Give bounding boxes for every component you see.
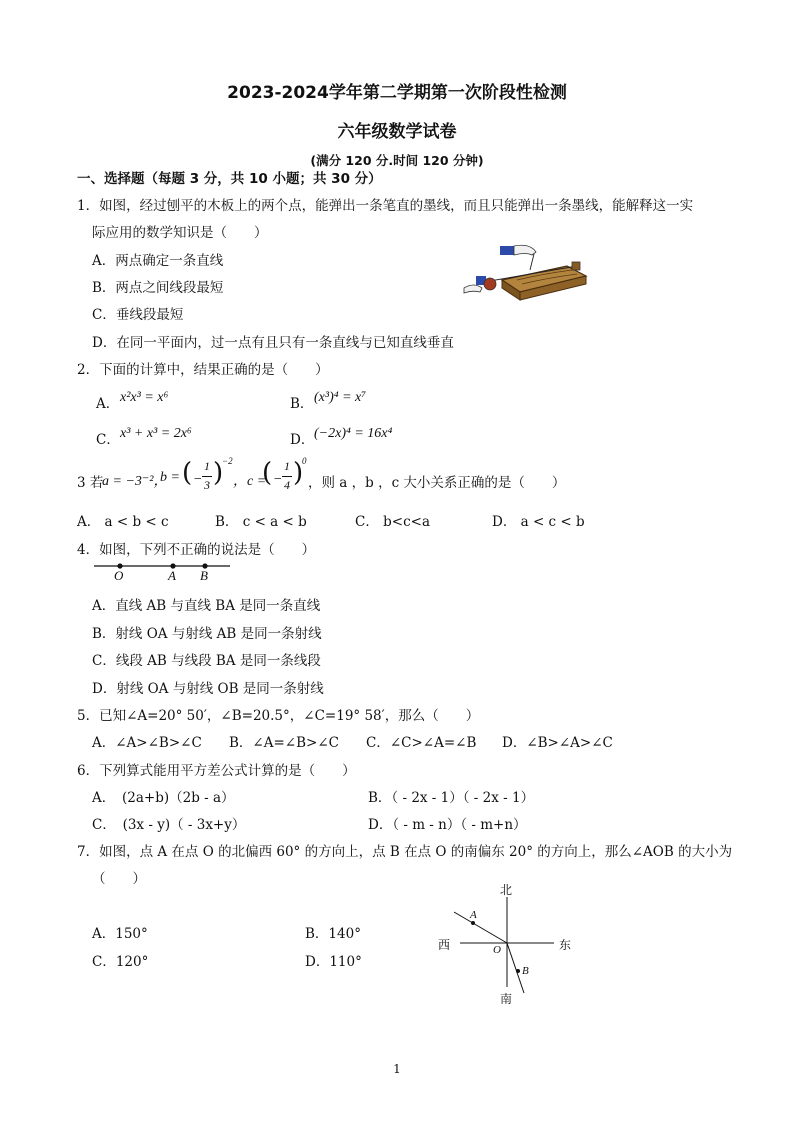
q3-c-left-paren: (	[262, 458, 273, 488]
q3-b-minus: −	[193, 472, 203, 487]
q2-option-a-expr: x²x³ = x⁶	[120, 390, 169, 405]
q3-c-frac-den: 4	[284, 478, 290, 492]
q7-stem-line1: 7．如图，点 A 在点 O 的北偏西 60° 的方向上，点 B 在点 O 的南偏东 20° 的方向上，那么∠AOB 的大小为	[77, 844, 733, 860]
compass-south-label: 南	[500, 992, 513, 1006]
q4-option-d: D．射线 OA 与射线 OB 是同一条射线	[92, 681, 324, 697]
q1-option-b: B．两点之间线段最短	[92, 280, 224, 296]
q2-option-b-expr: (x³)⁴ = x⁷	[314, 390, 367, 405]
compass-north-label: 北	[500, 883, 513, 897]
plank-ink-line-figure	[462, 240, 592, 305]
exam-meta: (满分 120 分.时间 120 分钟)	[310, 153, 484, 168]
q6-option-a: A． (2a+b)（2b - a）	[92, 790, 235, 806]
q2-option-d-label: D．	[290, 432, 315, 448]
q5-option-c: C．∠C>∠A=∠B	[366, 735, 477, 751]
q6-option-b: B．（ - 2x - 1）（ - 2x - 1）	[368, 790, 535, 806]
compass-origin-label: O	[493, 944, 501, 956]
q7-option-d: D．110°	[305, 954, 362, 970]
q3-c-exponent: 0	[302, 456, 307, 466]
q4-option-a: A．直线 AB 与直线 BA 是同一条直线	[92, 598, 321, 614]
q3-b-frac-bar	[202, 476, 212, 477]
q3-b-exponent: −2	[222, 456, 233, 466]
q3-c-right-paren: )	[293, 458, 304, 488]
q3-b-right-paren: )	[213, 458, 224, 488]
page-number: 1	[393, 1062, 401, 1076]
q3-c-frac-num: 1	[284, 459, 290, 473]
q2-stem: 2．下面的计算中，结果正确的是（ ）	[77, 362, 329, 378]
q3-number: 3 若	[77, 475, 104, 491]
q3-c-minus: −	[273, 472, 283, 487]
q3-option-a: A． a < b < c	[77, 514, 169, 530]
exam-subtitle: 六年级数学试卷	[337, 122, 457, 142]
compass-east-label: 东	[559, 938, 572, 952]
q1-stem-line2: 际应用的数学知识是（ ）	[92, 225, 268, 241]
q3-b-prefix: b =	[160, 470, 180, 485]
q1-option-c: C．垂线段最短	[92, 307, 184, 323]
ray-label-o: O	[114, 568, 124, 583]
compass-diagram	[440, 885, 570, 1005]
q1-stem-line1: 1．如图，经过刨平的木板上的两个点，能弹出一条笔直的墨线，而且只能弹出一条墨线，能解释这一实	[77, 198, 694, 214]
q3-option-d: D． a < c < b	[492, 514, 585, 530]
q5-option-d: D．∠B>∠A>∠C	[502, 735, 613, 751]
ray-label-b: B	[200, 568, 208, 583]
compass-west-label: 西	[438, 938, 451, 952]
compass-point-b-label: B	[522, 965, 529, 977]
q7-option-a: A．150°	[92, 926, 148, 942]
q7-option-c: C．120°	[92, 954, 149, 970]
q2-option-b-label: B．	[290, 396, 314, 412]
q1-option-d: D．在同一平面内，过一点有且只有一条直线与已知直线垂直	[92, 335, 454, 351]
q4-stem: 4．如图，下列不正确的说法是（ ）	[77, 542, 316, 558]
q3-tail: ，则 a ，b ，c 大小关系正确的是（ ）	[308, 475, 566, 491]
q5-stem: 5．已知∠A=20° 50′，∠B=20.5°，∠C=19° 58′，那么（ ）	[77, 708, 480, 724]
q2-option-d-expr: (−2x)⁴ = 16x⁴	[314, 426, 393, 441]
q3-b-frac-num: 1	[204, 459, 210, 473]
q3-b-left-paren: (	[182, 458, 193, 488]
q6-stem: 6．下列算式能用平方差公式计算的是（ ）	[77, 763, 356, 779]
ray-label-a: A	[168, 568, 176, 583]
q3-option-b: B． c < a < b	[215, 514, 307, 530]
q2-option-c-expr: x³ + x³ = 2x⁶	[120, 426, 192, 441]
q3-c-prefix: ，c =	[233, 474, 267, 489]
q7-option-b: B．140°	[305, 926, 361, 942]
q1-option-a: A．两点确定一条直线	[92, 253, 224, 269]
q2-option-c-label: C．	[96, 432, 120, 448]
q6-option-d: D．（ - m - n）（ - m+n）	[368, 817, 527, 833]
exam-title: 2023-2024学年第二学期第一次阶段性检测	[227, 83, 567, 103]
q7-stem-line2: （ ）	[92, 871, 146, 887]
q5-option-b: B．∠A=∠B>∠C	[229, 735, 339, 751]
section-heading: 一、选择题（每题 3 分，共 10 小题；共 30 分）	[77, 171, 382, 187]
q3-a-definition: a = −3⁻²，	[102, 474, 168, 489]
q2-option-a-label: A．	[96, 396, 120, 412]
q5-option-a: A．∠A>∠B>∠C	[92, 735, 202, 751]
q3-c-frac-bar	[282, 476, 292, 477]
q3-option-c: C． b<c<a	[355, 514, 430, 530]
q3-b-frac-den: 3	[204, 478, 210, 492]
q4-option-c: C．线段 AB 与线段 BA 是同一条线段	[92, 653, 321, 669]
q4-option-b: B．射线 OA 与射线 AB 是同一条射线	[92, 626, 322, 642]
q6-option-c: C． (3x - y)（ - 3x+y）	[92, 817, 246, 833]
compass-point-a-label: A	[470, 909, 477, 921]
